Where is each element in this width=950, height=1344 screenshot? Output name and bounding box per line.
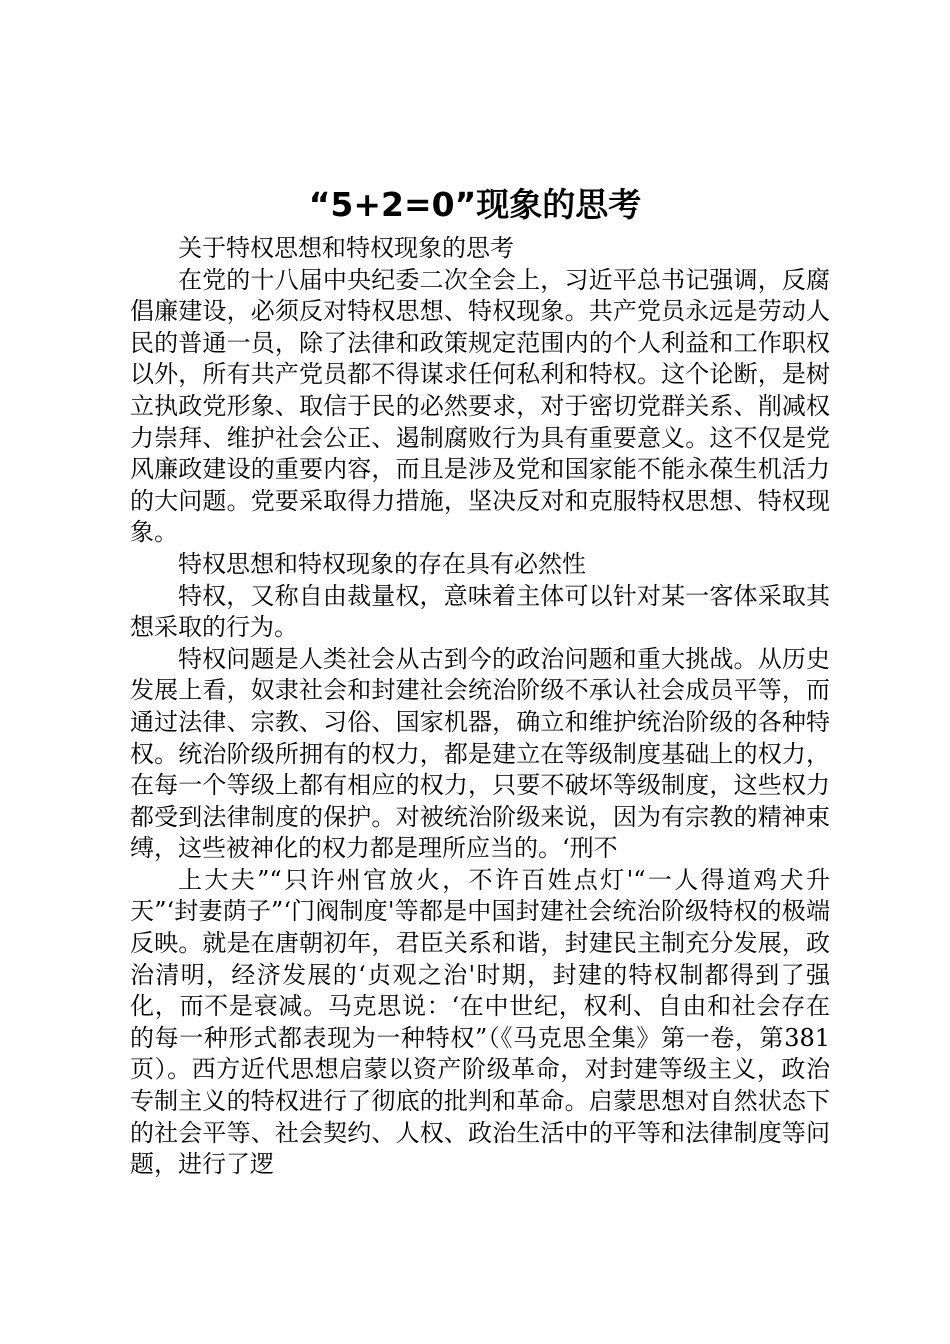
document-title: “5+2=0”现象的思考 xyxy=(308,185,642,224)
paragraph-feudal-examples: 上大夫”“只许州官放火，不许百姓点灯'“一人得道鸡犬升天”‘封妻荫子”‘门阀制度'等都是中国封建社会统治阶级特权的极端反映。就是在唐朝初年，君臣关系和谐，封建民主制充分发展，政治清明，经济发展的‘贞观之治'时期，封建的特权制都得到了强化，而不是衰减。马克思说：‘在中世纪，权利、自由和社会存在的每一种形式都表现为一种特权”（《马克思全集》第一卷，第381页）。西方近代思想启蒙以资产阶级革命，对封建等级主义，政治专制主义的特权进行了彻底的批判和革命。启蒙思想对自然状态下的社会平等、社会契约、人权、政治生活中的平等和法律制度等问题，进行了逻 xyxy=(130,865,830,1179)
paragraph-history: 特权问题是人类社会从古到今的政治问题和重大挑战。从历史发展上看，奴隶社会和封建社会统治阶级不承认社会成员平等，而通过法律、宗教、习俗、国家机器，确立和维护统治阶级的各种特权。统治阶级所拥有的权力，都是建立在等级制度基础上的权力，在每一个等级上都有相应的权力，只要不破坏等级制度，这些权力都受到法律制度的保护。对被统治阶级来说，因为有宗教的精神束缚，这些被神化的权力都是理所应当的。‘刑不 xyxy=(130,644,830,863)
paragraph-definition: 特权，又称自由裁量权，意味着主体可以针对某一客体采取其想采取的行为。 xyxy=(130,581,830,642)
paragraph-intro: 在党的十八届中央纪委二次全会上，习近平总书记强调，反腐倡廉建设，必须反对特权思想、特权现象。共产党员永远是劳动人民的普通一员，除了法律和政策规定范围内的个人利益和工作职权以外，所有共产党员都不得谋求任何私利和特权。这个论断，是树立执政党形象、取信于民的必然要求，对于密切党群关系、削减权力崇拜、维护社会公正、遏制腐败行为具有重要意义。这不仅是党风廉政建设的重要内容，而且是涉及党和国家能不能永葆生机活力的大问题。党要采取得力措施，坚决反对和克服特权思想、特权现象。 xyxy=(130,265,830,547)
paragraph-heading-inevitability: 特权思想和特权现象的存在具有必然性 xyxy=(178,549,586,578)
paragraph-heading-privilege-thinking: 关于特权思想和特权现象的思考 xyxy=(178,234,514,262)
document-body xyxy=(130,233,830,1181)
